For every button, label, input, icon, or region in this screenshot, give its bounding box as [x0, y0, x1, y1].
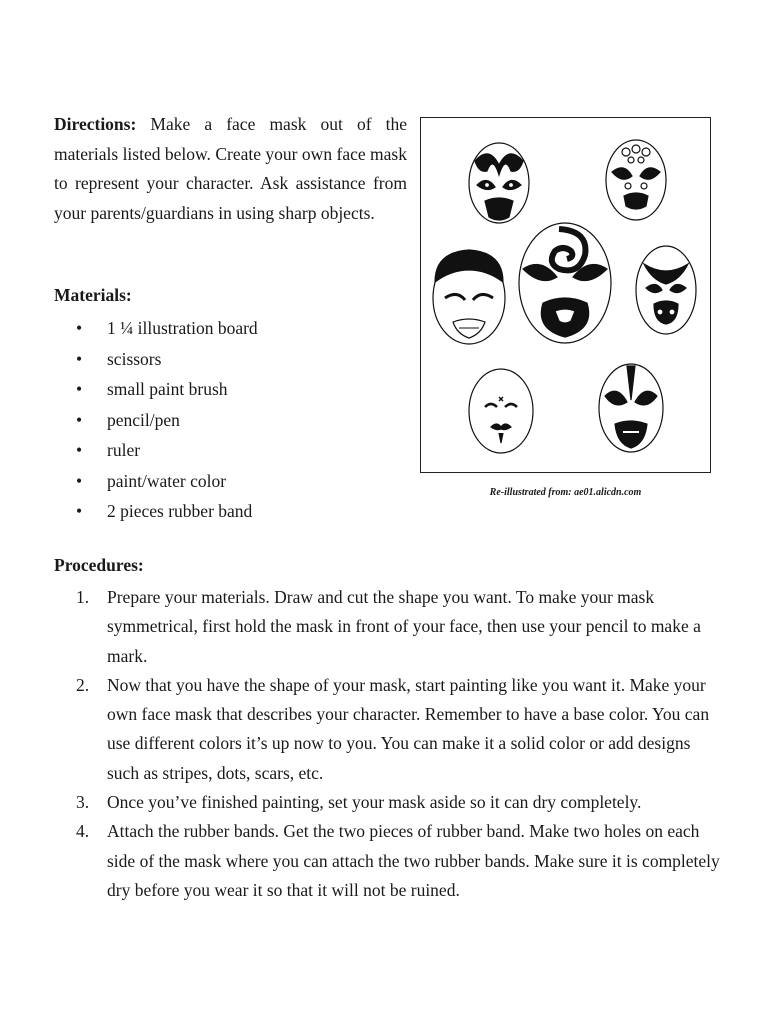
list-item: [54, 405, 258, 436]
bullet-icon: •: [76, 409, 83, 430]
opera-masks-image: [421, 118, 709, 471]
material-label: 2 pieces rubber band: [107, 501, 253, 521]
step-text: Now that you have the shape of your mask, start painting like you want it. Make your own face mask that describes your character. Remember to have a base color. You can use different colors it’s up now to you. You can make it a solid color or add designs such as stripes, dots, scars, etc.: [107, 674, 710, 783]
material-label: paint/water color: [107, 470, 227, 491]
bullet-icon: •: [76, 440, 83, 460]
bullet-icon: •: [76, 379, 83, 399]
image-credit: Re-illustrated from: ae01.alicdn.com: [489, 487, 642, 498]
list-item: [54, 344, 258, 375]
mask-7: [599, 364, 663, 452]
bullet-icon: •: [76, 501, 83, 521]
step-number: 2.: [76, 674, 90, 695]
step-text: Attach the rubber bands. Get the two pieces of rubber band. Make two holes on each side of the mask where you can attach the two rubber bands. Make sure it is completely dry before you wear it so that it will not be ruined.: [107, 821, 720, 900]
bullet-icon: •: [76, 318, 83, 338]
materials-heading: Materials:: [54, 285, 132, 305]
mask-1: [469, 143, 529, 223]
step-number: 4.: [76, 821, 90, 842]
list-item: [54, 583, 724, 671]
list-item: [54, 466, 258, 497]
procedures-list: [54, 583, 724, 905]
materials-list: [54, 313, 258, 527]
bullet-icon: •: [76, 348, 83, 369]
directions-text: Make a face mask out of the materials listed below. Create your own face mask to represent your character. Ask assistance from your parents/guardians in using sharp objects.: [54, 114, 407, 223]
mask-2: [606, 140, 666, 220]
mask-5: [636, 246, 696, 334]
directions-paragraph: [54, 110, 407, 228]
bullet-icon: •: [76, 470, 83, 491]
material-label: pencil/pen: [107, 409, 180, 430]
list-item: [54, 817, 724, 905]
directions-label: Directions:: [54, 114, 137, 134]
mask-6: [469, 369, 533, 453]
list-item: [54, 313, 258, 344]
step-number: 1.: [76, 587, 90, 607]
material-label: 1 ¼ illustration board: [107, 318, 258, 338]
mask-3: [433, 250, 505, 344]
material-label: scissors: [107, 348, 162, 369]
list-item: [54, 435, 258, 466]
mask-4: [519, 223, 611, 343]
list-item: [54, 374, 258, 405]
list-item: [54, 671, 724, 788]
material-label: small paint brush: [107, 379, 228, 399]
step-text: Prepare your materials. Draw and cut the shape you want. To make your mask symmetrical, first hold the mask in front of your face, then use your pencil to make a mark.: [107, 587, 701, 666]
list-item: [54, 788, 724, 817]
list-item: [54, 496, 258, 527]
material-label: ruler: [107, 440, 141, 460]
procedures-heading: Procedures:: [54, 555, 144, 575]
step-number: 3.: [76, 792, 90, 813]
mask-illustration: [420, 117, 711, 473]
step-text: Once you’ve finished painting, set your mask aside so it can dry completely.: [107, 792, 642, 813]
